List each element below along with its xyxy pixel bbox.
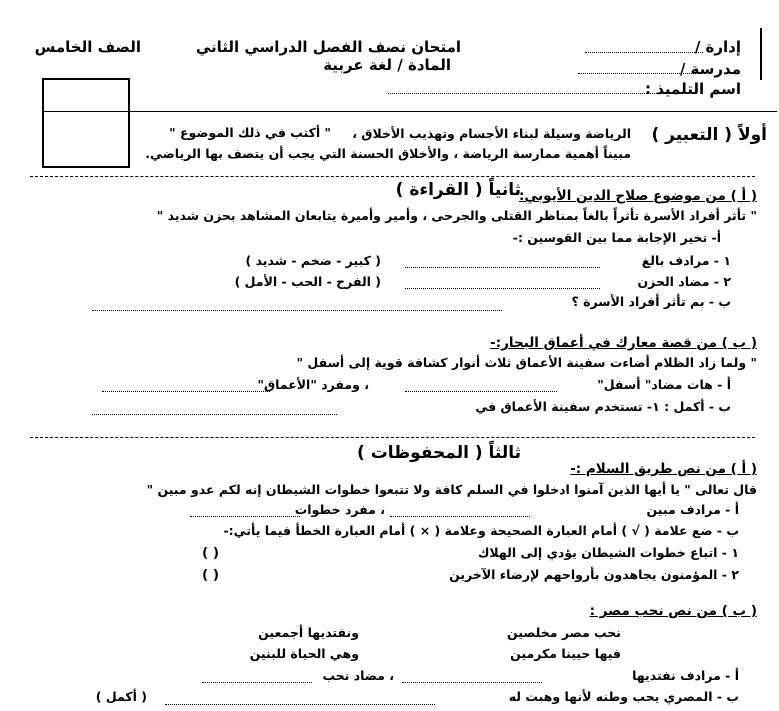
- margin-line: [760, 28, 762, 80]
- reading-qb-a1-answer[interactable]: [405, 381, 557, 392]
- reading-q1-label: ١ - مرادف بالغ: [641, 253, 731, 268]
- essay-line2: مبيناً أهمية ممارسة الرياضة ، والأخلاق الحسنة التي يجب أن يتصف بها الرياضي.: [145, 146, 631, 161]
- reading-qb-a2: ، ومفرد "الأعماق": [257, 377, 369, 392]
- essay-line1-b: " أكتب في ذلك الموضوع ": [169, 125, 331, 140]
- memorize-verse: قال تعالى " يا أيها الذين آمنوا ادخلوا في السلم كافة ولا تتبعوا خطوات الشيطان إنه لكم عدو مبين ": [146, 482, 757, 497]
- reading-passage-a: " تأثر أفراد الأسرة تأثراً بالغاً بمناظر القتلى والجرحى ، وأمير وأميرة يتابعان المشاهد بحزن شديد ": [156, 208, 757, 223]
- reading-qb-b-answer[interactable]: [92, 404, 337, 415]
- memorize-statement-1: ١ - اتباع خطوات الشيطان يؤدي إلى الهلاك: [477, 545, 739, 560]
- reading-q2-answer[interactable]: [405, 278, 600, 289]
- memorize-part-b-label: ( ب ) من نص نحب مصر :: [589, 603, 757, 619]
- memorize-qb-b-answer[interactable]: [165, 694, 435, 705]
- memorize-statement-2: ٢ - المؤمنون يجاهدون بأرواحهم لإرضاء الآخرين: [449, 567, 739, 582]
- school-label: مدرسة /: [679, 60, 741, 78]
- header-divider: [42, 111, 777, 112]
- reading-q2-label: ٢ - مضاد الحزن: [637, 274, 731, 289]
- poem-right-1: نحب مصر مخلصين: [507, 625, 621, 640]
- section2-title: ثانياً ( القراءة ): [395, 180, 521, 200]
- reading-qb-a1: أ - هات مضاد" أسفل": [597, 377, 731, 392]
- section1-title: أولاً ( التعبير ): [651, 125, 767, 145]
- memorize-qa-a2-answer[interactable]: [190, 506, 300, 517]
- reading-q1-answer[interactable]: [405, 257, 600, 268]
- section1-divider: [30, 176, 755, 177]
- subject-title: المادة / لغة عربية: [323, 56, 451, 74]
- memorize-qb-a2: ، مضاد نحب: [322, 668, 394, 683]
- reading-q1-options: ( كبير - ضخم - شديد ): [245, 253, 381, 268]
- memorize-qb-a1: أ - مرادف نفتديها: [632, 668, 739, 683]
- poem-left-1: ونفتديها أجمعين: [258, 625, 359, 640]
- memorize-qb-a1-answer[interactable]: [402, 672, 542, 683]
- reading-qa-b-answer[interactable]: [92, 300, 502, 311]
- poem-right-2: فيها حيينا مكرمين: [510, 646, 621, 661]
- memorize-part-a-label: ( أ ) من نص طريق السلام :-: [570, 461, 757, 477]
- reading-part-b-label: ( ب ) من قصة معارك في أعماق البحار:-: [490, 335, 757, 351]
- reading-passage-b: " ولما زاد الظلام أضاءت سفينة الأعماق ثلاث أنوار كشافة قوية إلى أسفل ": [296, 355, 757, 370]
- reading-qa-instruction: أ- تخير الإجابة مما بين القوسين :-: [512, 230, 721, 245]
- exam-title: امتحان نصف الفصل الدراسي الثاني: [195, 38, 461, 56]
- statement-1-mark[interactable]: ( ): [201, 545, 219, 561]
- memorize-qa-a2: ، مفرد خطوات: [294, 502, 385, 517]
- reading-qb-a2-answer[interactable]: [102, 381, 270, 392]
- memorize-qb-b: ب - المصري يحب وطنه لأنها وهبت له: [508, 689, 739, 704]
- essay-line1-a: الرياضة وسيلة لبناء الأجسام وتهذيب الأخلاق ،: [352, 126, 631, 141]
- grade-title: الصف الخامس: [34, 38, 141, 56]
- reading-qa-b: ب - بم تأثر أفراد الأسرة ؟: [571, 294, 731, 309]
- memorize-qb-a2-answer[interactable]: [202, 672, 312, 683]
- memorize-qa-a1: أ - مرادف مبين: [646, 502, 739, 517]
- reading-q2-options: ( الفرح - الحب - الأمل ): [234, 274, 381, 289]
- reading-part-a-label: ( أ ) من موضوع صلاح الدين الأيوبي:: [518, 188, 757, 204]
- memorize-qb-b-tag: ( أكمل ): [95, 689, 147, 704]
- section3-title: ثالثاً ( المحفوظات ): [357, 443, 521, 463]
- admin-field[interactable]: [585, 42, 703, 53]
- memorize-qa-b: ب - ضع علامة ( √ ) أمام العبارة الصحيحة وعلامة ( × ) أمام العبارة الخطأ فيما يأتي:-: [223, 523, 739, 538]
- section2-divider: [30, 437, 755, 438]
- grade-box: [42, 78, 130, 168]
- reading-qb-b: ب - أكمل : ١- تستخدم سفينة الأعماق في: [475, 399, 731, 414]
- statement-2-mark[interactable]: ( ): [201, 567, 219, 583]
- poem-left-2: وهي الحياة للبنين: [249, 646, 359, 661]
- memorize-qa-a1-answer[interactable]: [390, 506, 530, 517]
- admin-label: إدارة /: [694, 38, 741, 56]
- student-field[interactable]: [388, 83, 673, 94]
- student-label: اسم التلميذ :: [645, 80, 741, 98]
- school-field[interactable]: [578, 63, 696, 74]
